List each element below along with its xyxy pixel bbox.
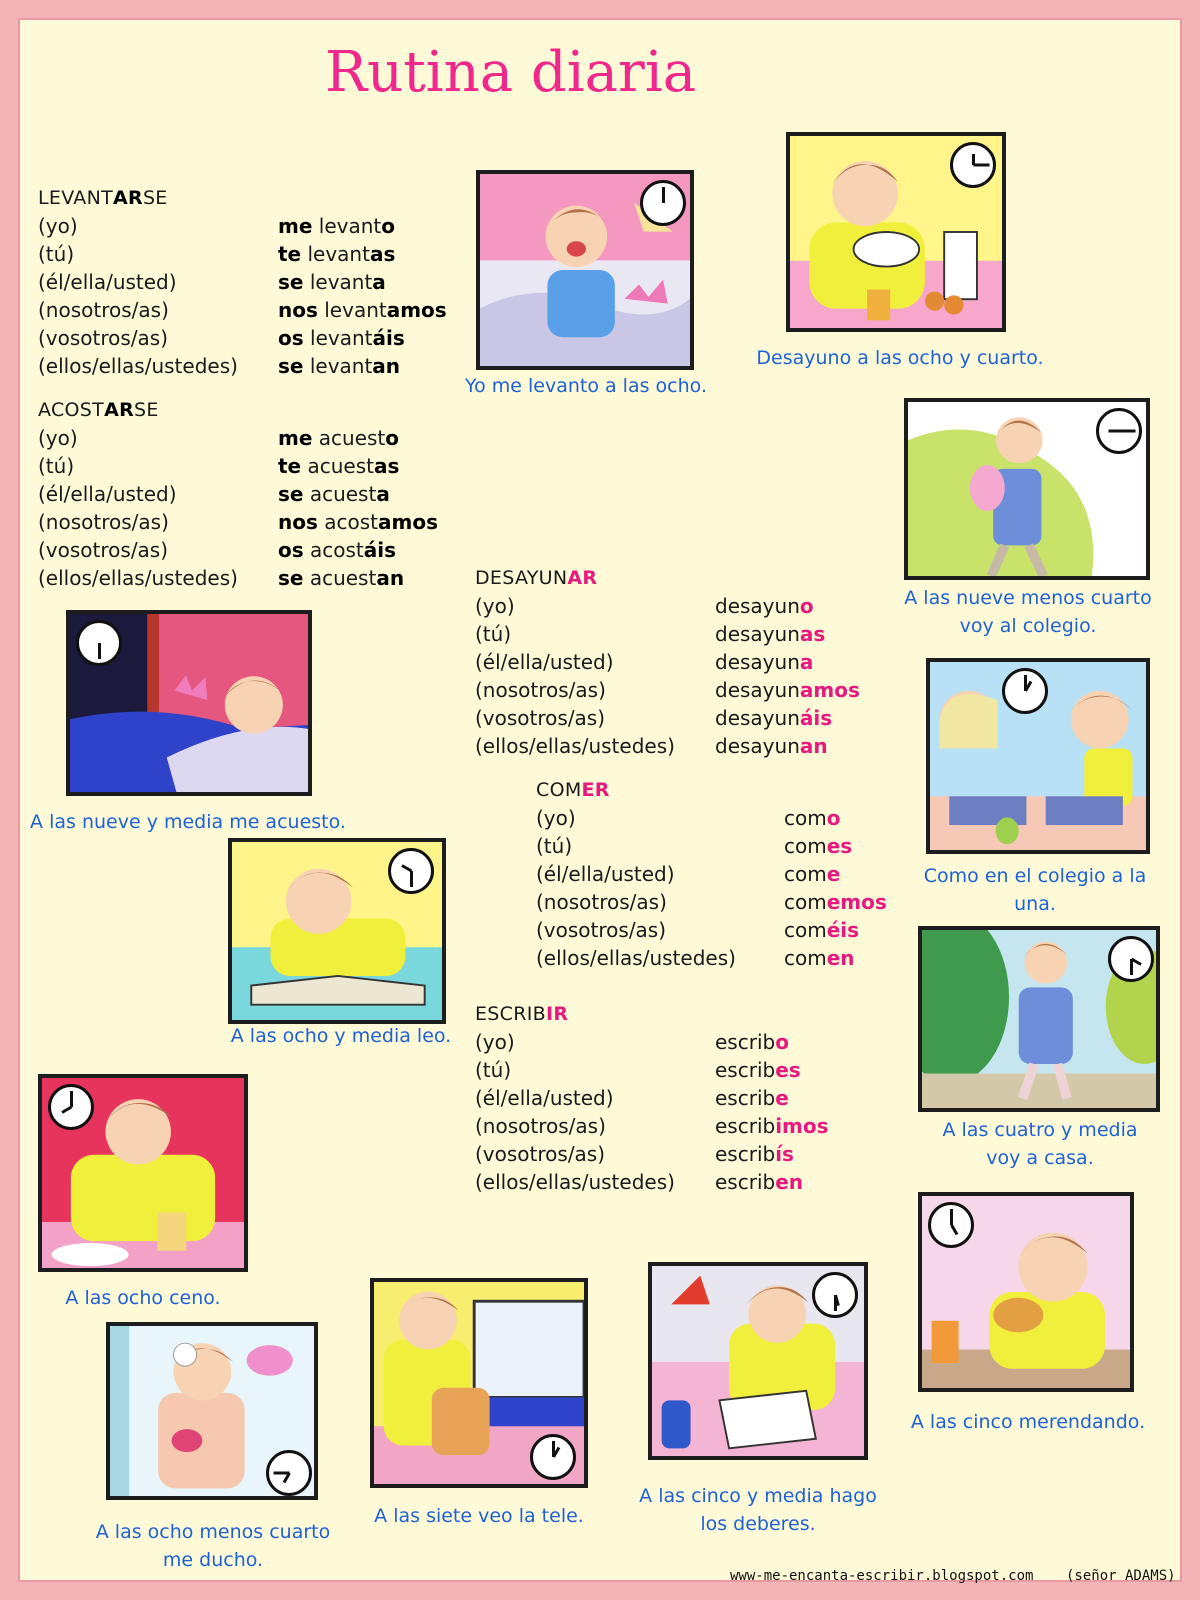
verb-ending: amos (386, 298, 447, 322)
verb-form (278, 536, 396, 564)
verb-ending: an (372, 354, 401, 378)
reflexive-pronoun: te (278, 454, 302, 478)
verb-stem: levant (317, 298, 387, 322)
clock-icon (388, 848, 434, 894)
verb-heading: DESAYUNAR (475, 567, 598, 589)
caption-tv: A las siete veo la tele. (374, 1505, 584, 1527)
conjugation-levantarse (38, 184, 458, 380)
illustration-walk-to-school (904, 398, 1150, 580)
illustration-lunch (926, 658, 1150, 854)
conjugation-row (38, 212, 458, 240)
illustration-bedtime (66, 610, 312, 796)
verb-form (715, 676, 860, 704)
subject-pronoun: (vosotros/as) (536, 918, 667, 942)
subject-pronoun: (tú) (38, 242, 75, 266)
conjugation-row (536, 860, 896, 888)
illustration-tv (370, 1278, 588, 1488)
caption-shower-2: me ducho. (162, 1549, 264, 1571)
caption-homework-2: los deberes. (700, 1513, 816, 1535)
clock-icon (950, 142, 996, 188)
verb-stem: desayun (715, 622, 800, 646)
conjugation-row (475, 1056, 855, 1084)
subject-pronoun: (él/ella/usted) (38, 482, 177, 506)
conjugation-row (475, 648, 855, 676)
clock-icon (1096, 408, 1142, 454)
verb-ending: imos (775, 1114, 829, 1138)
verb-form (278, 296, 447, 324)
verb-ending: an (799, 734, 828, 758)
subject-pronoun: (ellos/ellas/ustedes) (536, 946, 736, 970)
conjugation-row (38, 508, 458, 536)
conjugation-row (38, 452, 458, 480)
reflexive-pronoun: os (278, 538, 304, 562)
verb-stem: desayun (715, 594, 800, 618)
illustration-dinner (38, 1074, 248, 1272)
verb-form (784, 860, 840, 888)
verb-stem: desayun (715, 734, 800, 758)
verb-form (278, 324, 405, 352)
verb-ending: o (385, 426, 400, 450)
caption-walk-to-school-2: voy al colegio. (959, 615, 1097, 637)
conjugation-escribir (475, 1000, 855, 1196)
verb-form (278, 564, 404, 592)
verb-form (715, 592, 814, 620)
illustration-snack (918, 1192, 1134, 1392)
verb-form (278, 424, 399, 452)
verb-stem: com (784, 890, 827, 914)
subject-pronoun: (tú) (536, 834, 573, 858)
verb-form (278, 480, 390, 508)
conjugation-row (38, 480, 458, 508)
page-title: Rutina diaria (325, 40, 697, 105)
verb-stem: desayun (715, 650, 800, 674)
conjugation-row (38, 296, 458, 324)
subject-pronoun: (yo) (38, 426, 78, 450)
verb-form (278, 212, 395, 240)
verb-stem: escrib (715, 1170, 776, 1194)
caption-walk-to-school-1: A las nueve menos cuarto (904, 587, 1152, 609)
verb-form (278, 268, 386, 296)
verb-form (278, 240, 395, 268)
verb-ending: o (826, 806, 841, 830)
verb-ending: o (381, 214, 395, 238)
caption-reading: A las ocho y media leo. (230, 1025, 452, 1047)
verb-stem: acuest (312, 426, 386, 450)
clock-icon (48, 1084, 94, 1130)
subject-pronoun: (nosotros/as) (38, 510, 169, 534)
verb-ending: as (369, 242, 396, 266)
verb-ending: en (775, 1170, 804, 1194)
conjugation-row (475, 1084, 855, 1112)
clock-icon (1002, 668, 1048, 714)
reflexive-pronoun: nos (278, 298, 318, 322)
reflexive-pronoun: se (278, 566, 304, 590)
subject-pronoun: (ellos/ellas/ustedes) (38, 354, 238, 378)
caption-bedtime: A las nueve y media me acuesto. (30, 811, 346, 833)
verb-form (278, 508, 438, 536)
reflexive-pronoun: se (278, 354, 304, 378)
subject-pronoun: (ellos/ellas/ustedes) (475, 1170, 675, 1194)
verb-stem: desayun (715, 678, 800, 702)
verb-stem: escrib (715, 1142, 776, 1166)
verb-ending: áis (372, 326, 405, 350)
illustration-shower (106, 1322, 318, 1500)
verb-stem: acuest (301, 454, 374, 478)
verb-form (784, 916, 859, 944)
caption-lunch-1: Como en el colegio a la (923, 865, 1147, 887)
subject-pronoun: (nosotros/as) (475, 678, 606, 702)
subject-pronoun: (nosotros/as) (38, 298, 169, 322)
conjugation-acostarse (38, 396, 458, 592)
conjugation-row (38, 536, 458, 564)
verb-ending: as (373, 454, 400, 478)
reflexive-pronoun: os (278, 326, 304, 350)
clock-icon (76, 620, 122, 666)
verb-ending: es (826, 834, 853, 858)
verb-ending: éis (826, 918, 860, 942)
conjugation-row (475, 1112, 855, 1140)
conjugation-row (38, 324, 458, 352)
conjugation-desayunar (475, 564, 860, 760)
subject-pronoun: (vosotros/as) (38, 326, 169, 350)
verb-stem: levant (303, 354, 373, 378)
conjugation-row (475, 1168, 855, 1196)
conjugation-row (536, 916, 896, 944)
verb-ending: es (775, 1058, 801, 1082)
caption-walk-home-2: voy a casa. (986, 1147, 1094, 1169)
subject-pronoun: (nosotros/as) (536, 890, 667, 914)
conjugation-row (475, 732, 855, 760)
verb-ending: an (376, 566, 405, 590)
caption-shower-1: A las ocho menos cuarto (95, 1521, 331, 1543)
verb-ending: ís (775, 1142, 794, 1166)
subject-pronoun: (ellos/ellas/ustedes) (475, 734, 675, 758)
verb-form (715, 704, 832, 732)
verb-stem: levant (303, 326, 373, 350)
conjugation-row (475, 1140, 855, 1168)
verb-stem: escrib (715, 1030, 776, 1054)
verb-stem: levant (301, 242, 370, 266)
verb-ending: áis (799, 706, 833, 730)
footer-site: www-me-encanta-escribir.blogspot.com (730, 1568, 1034, 1584)
conjugation-row (38, 424, 458, 452)
footer-author: (señor ADAMS) (1066, 1568, 1176, 1584)
illustration-homework (648, 1262, 868, 1460)
verb-form (784, 832, 852, 860)
reflexive-pronoun: te (278, 242, 302, 266)
conjugation-row (536, 832, 896, 860)
conjugation-row (38, 240, 458, 268)
clock-icon (1108, 936, 1154, 982)
subject-pronoun: (yo) (475, 594, 515, 618)
caption-snack: A las cinco merendando. (910, 1411, 1146, 1433)
conjugation-row (475, 592, 855, 620)
verb-ending: en (826, 946, 855, 970)
subject-pronoun: (él/ella/usted) (475, 1086, 614, 1110)
subject-pronoun: (él/ella/usted) (38, 270, 177, 294)
illustration-reading (228, 838, 446, 1024)
reflexive-pronoun: nos (278, 510, 318, 534)
verb-form (278, 452, 399, 480)
caption-wake-up: Yo me levanto a las ocho. (465, 375, 707, 397)
subject-pronoun: (tú) (475, 622, 512, 646)
verb-form (715, 732, 828, 760)
clock-icon (266, 1450, 312, 1496)
reflexive-pronoun: me (278, 214, 313, 238)
verb-stem: levant (303, 270, 373, 294)
caption-homework-1: A las cinco y media hago (639, 1485, 877, 1507)
verb-ending: áis (363, 538, 397, 562)
reflexive-pronoun: se (278, 270, 304, 294)
caption-walk-home-1: A las cuatro y media (942, 1119, 1138, 1141)
verb-heading: COMER (536, 779, 610, 801)
conjugation-comer (536, 776, 896, 972)
illustration-walk-home (918, 926, 1160, 1112)
verb-form (715, 1140, 794, 1168)
caption-dinner: A las ocho ceno. (65, 1287, 221, 1309)
conjugation-row (38, 352, 458, 380)
conjugation-row (536, 944, 896, 972)
clock-icon (928, 1202, 974, 1248)
verb-ending: emos (826, 890, 887, 914)
conjugation-row (536, 804, 896, 832)
verb-stem: acuest (303, 566, 377, 590)
verb-form (715, 1112, 829, 1140)
subject-pronoun: (vosotros/as) (475, 706, 606, 730)
verb-form (715, 1168, 803, 1196)
verb-form (715, 1028, 789, 1056)
verb-stem: desayun (715, 706, 800, 730)
subject-pronoun: (él/ella/usted) (475, 650, 614, 674)
verb-form (784, 804, 840, 832)
reflexive-pronoun: se (278, 482, 304, 506)
subject-pronoun: (él/ella/usted) (536, 862, 675, 886)
conjugation-row (475, 704, 855, 732)
verb-stem: com (784, 806, 827, 830)
verb-stem: escrib (715, 1058, 776, 1082)
clock-icon (812, 1272, 858, 1318)
verb-stem: acuest (303, 482, 377, 506)
subject-pronoun: (yo) (536, 806, 576, 830)
verb-form (278, 352, 400, 380)
verb-ending: e (775, 1086, 789, 1110)
verb-form (715, 1084, 789, 1112)
caption-lunch-2: una. (1014, 893, 1056, 915)
verb-heading: LEVANTARSE (38, 187, 168, 209)
verb-form (715, 648, 813, 676)
verb-stem: com (784, 918, 827, 942)
verb-stem: com (784, 834, 827, 858)
subject-pronoun: (ellos/ellas/ustedes) (38, 566, 238, 590)
clock-icon (640, 180, 686, 226)
caption-breakfast: Desayuno a las ocho y cuarto. (756, 347, 1044, 369)
verb-form (715, 620, 825, 648)
verb-stem: acost (303, 538, 364, 562)
conjugation-row (475, 1028, 855, 1056)
verb-ending: a (376, 482, 390, 506)
verb-ending: amos (799, 678, 860, 702)
verb-ending: o (799, 594, 814, 618)
illustration-breakfast (786, 132, 1006, 332)
verb-form (784, 944, 855, 972)
conjugation-row (475, 676, 860, 704)
conjugation-row (38, 564, 458, 592)
verb-stem: acost (317, 510, 378, 534)
conjugation-row (536, 888, 896, 916)
verb-form (715, 1056, 801, 1084)
conjugation-row (475, 620, 855, 648)
verb-ending: a (372, 270, 386, 294)
subject-pronoun: (yo) (38, 214, 78, 238)
verb-stem: com (784, 862, 827, 886)
conjugation-row (38, 268, 458, 296)
illustration-wake-up (476, 170, 694, 370)
verb-ending: a (799, 650, 814, 674)
verb-form (784, 888, 887, 916)
verb-stem: com (784, 946, 827, 970)
clock-icon (530, 1434, 576, 1480)
verb-stem: escrib (715, 1086, 776, 1110)
subject-pronoun: (yo) (475, 1030, 515, 1054)
verb-ending: e (826, 862, 841, 886)
reflexive-pronoun: me (278, 426, 313, 450)
verb-heading: ESCRIBIR (475, 1003, 569, 1025)
subject-pronoun: (tú) (38, 454, 75, 478)
subject-pronoun: (tú) (475, 1058, 512, 1082)
verb-stem: levant (312, 214, 382, 238)
verb-ending: amos (378, 510, 438, 534)
verb-heading: ACOSTARSE (38, 399, 159, 421)
subject-pronoun: (vosotros/as) (475, 1142, 606, 1166)
subject-pronoun: (nosotros/as) (475, 1114, 606, 1138)
verb-ending: as (799, 622, 826, 646)
subject-pronoun: (vosotros/as) (38, 538, 169, 562)
verb-stem: escrib (715, 1114, 776, 1138)
verb-ending: o (775, 1030, 789, 1054)
